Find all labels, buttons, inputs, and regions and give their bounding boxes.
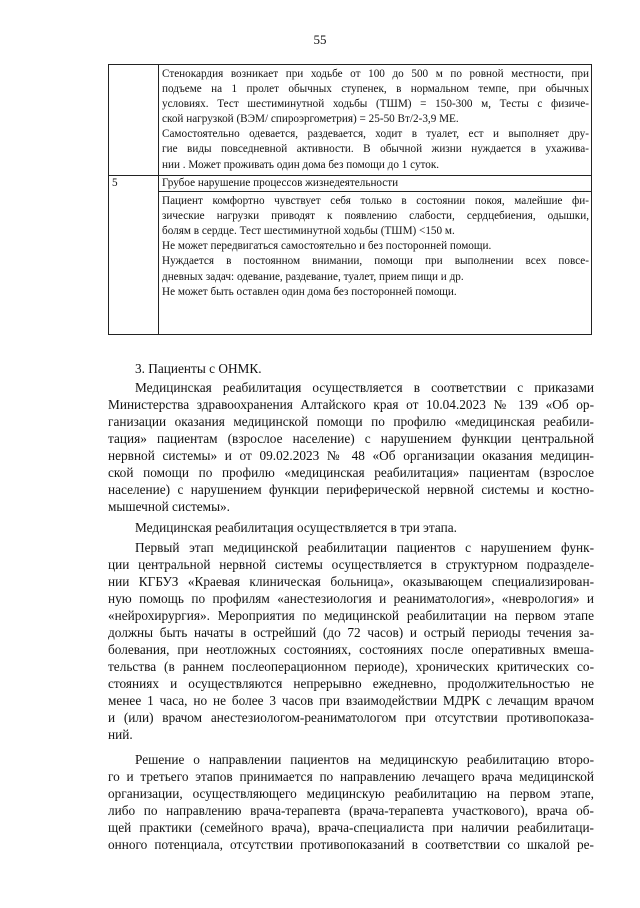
paragraph-first-stage xyxy=(108,539,594,743)
text-line: нии КГБУЗ «Краевая клиническая больница», оказывающем специализирован- xyxy=(108,574,594,589)
table-row xyxy=(109,176,592,192)
text-line: «нейрохирургия». Мероприятия по медицинской реабилитации на первом этапе xyxy=(108,608,594,623)
grade-description-cell xyxy=(159,65,592,176)
page-number: 55 xyxy=(313,32,327,47)
text-line: ную помощь по профилям «анестезиология и реаниматология», «неврология» и xyxy=(108,591,594,606)
table-line: Не может передвигаться самостоятельно и без посторонней помощи. xyxy=(162,240,492,253)
text-line: тация» пациентам (взрослое население) с нарушением функции центральной xyxy=(108,431,594,446)
text-line: менее 1 часа, но не более 3 часов при взаимодействии МДРК с лечащим врачом xyxy=(108,693,594,708)
paragraph-orders xyxy=(108,379,594,515)
text-line: мышечной системы». xyxy=(108,499,231,514)
text-line: болевания, при неотложных состояниях, состояниях после оперативных вмеша- xyxy=(108,642,594,657)
paragraph-referral xyxy=(108,751,594,853)
text-line: ганизации оказания медицинской помощи по профилю «медицинская реабили- xyxy=(108,414,594,429)
table-line: ской нагрузкой (ВЭМ/ спироэргометрия) = 25-50 Вт/2-3,9 МЕ. xyxy=(162,113,459,126)
table-line: условиях. Тест шестиминутной ходьбы (ТШМ) = 150-300 м, Тесты с физиче- xyxy=(162,98,589,111)
paragraph-stages xyxy=(108,519,594,536)
grade-description-cell xyxy=(159,192,592,335)
table-line: Самостоятельно одевается, раздевается, ходит в туалет, ест и выполняет дру- xyxy=(162,128,589,141)
text-line: щей практики (семейного врача), врача-специалиста при наличии реабилитаци- xyxy=(108,820,594,835)
text-line: должны быть начаты в острейший (до 72 часов) и острый периоды течения за- xyxy=(108,625,594,640)
text-line: стояниях и осуществляются непрерывно ежедневно, продолжительностью не xyxy=(108,676,594,691)
text-line: Медицинская реабилитация осуществляется в три этапа. xyxy=(135,520,457,535)
grade-title-cell xyxy=(159,176,592,192)
table-line: Стенокардия возникает при ходьбе от 100 до 500 м по ровной местности, при xyxy=(162,68,589,80)
table-line: зические нагрузки приводят к появлению слабости, сердцебиения, одышки, xyxy=(162,210,589,223)
text-line: онного потенциала, отсутствии противопоказаний в соответствии со шкалой ре- xyxy=(108,837,594,852)
table-line: Пациент комфортно чувствует себя только в состоянии покоя, малейшие фи- xyxy=(162,195,589,208)
table-line: подъеме на 1 пролет обычных ступенек, в нормальном темпе, при обычных xyxy=(162,83,589,96)
table-line: Не может быть оставлен один дома без посторонней помощи. xyxy=(162,285,457,298)
text-line: ской помощи по профилю «медицинская реабилитация» пациентам (взрослое xyxy=(108,465,594,480)
table-row xyxy=(109,192,592,335)
text-line: ний. xyxy=(108,727,133,742)
grade-title: Грубое нарушение процессов жизнедеятельности xyxy=(162,177,399,189)
text-line: Министерства здравоохранения Алтайского края от 10.04.2023 № 139 «Об ор- xyxy=(108,397,594,412)
grade-number-cell xyxy=(109,65,159,176)
table-line: Нуждается в постоянном внимании, помощи при выполнении всех повсе- xyxy=(162,255,589,268)
rehabilitation-scale-table xyxy=(108,64,592,335)
text-line: и (или) врачом анестезиологом-реаниматологом при отсутствии противопоказа- xyxy=(108,710,594,725)
text-line: Медицинская реабилитация осуществляется в соответствии с приказами xyxy=(135,380,594,395)
text-line: тельства (в раннем послеоперационном периоде), хронических критических со- xyxy=(108,659,594,674)
text-line: Первый этап медицинской реабилитации пациентов с нарушением функ- xyxy=(135,540,594,555)
section-heading: 3. Пациенты с ОНМК. xyxy=(135,361,262,376)
table-line: дневных задач: одевание, раздевание, туалет, прием пищи и др. xyxy=(162,270,464,283)
text-line: население) с нарушением функции периферической нервной системы и костно- xyxy=(108,482,594,497)
grade-number-cell: 5 xyxy=(109,176,159,335)
text-line: ции центральной нервной системы осуществляется в структурном подразделе- xyxy=(108,557,594,572)
table-row xyxy=(109,65,592,176)
text-line: организации, осуществляющего медицинскую реабилитацию на первом этапе, xyxy=(108,786,594,801)
text-line: Решение о направлении пациентов на медицинскую реабилитацию второ- xyxy=(135,752,594,767)
text-line: го и третьего этапов принимается по направлению лечащего врача медицинской xyxy=(108,769,594,784)
text-line: нервной системы» и от 09.02.2023 № 48 «Об организации оказания медицин- xyxy=(108,448,594,463)
text-line: либо по направлению врача-терапевта (врача-терапевта участкового), врача об- xyxy=(108,803,594,818)
table-line: гие виды повседневной активности. В обычной жизни нуждается в ухажива- xyxy=(162,143,589,156)
table-line: нии . Может проживать один дома без помощи до 1 суток. xyxy=(162,158,440,171)
table-line: болям в сердце. Тест шестиминутной ходьбы (ТШМ) <150 м. xyxy=(162,225,455,238)
